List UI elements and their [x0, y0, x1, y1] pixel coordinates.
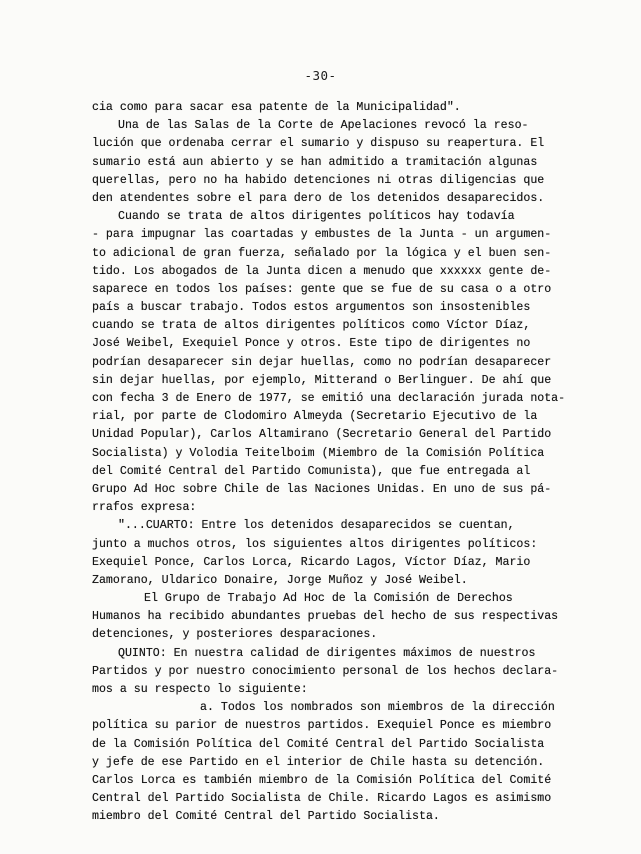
text-line: Zamorano, Uldarico Donaire, Jorge Muñoz y José Weibel. [92, 573, 468, 587]
text-line: Carlos Lorca es también miembro de la Comisión Política del Comité [92, 773, 552, 787]
text-line: Partidos y por nuestro conocimiento personal de los hechos declara- [92, 664, 559, 678]
text-line: a. Todos los nombrados son miembros de la dirección [200, 701, 555, 715]
text-line: rrafos expresa: [92, 501, 197, 515]
text-line: política su parior de nuestros partidos. Exequiel Ponce es miembro [92, 719, 552, 733]
text-line: Socialista) y Volodia Teitelboim (Miembro de la Comisión Política [92, 446, 545, 460]
text-line: mos a su respecto lo siguiente: [92, 683, 308, 696]
text-line: - para impugnar las coartadas y embustes de la Junta - un argumen- [92, 228, 552, 242]
text-line: sumario está aun abierto y se han admitido a tramitación algunas [92, 155, 538, 169]
text-line: lución que ordenaba cerrar el sumario y dispuso su reapertura. El [92, 137, 545, 151]
text-line: José Weibel, Exequiel Ponce y otros. Este tipo de dirigentes no [92, 337, 531, 351]
text-line: den atendentes sobre el para dero de los detenidos desaparecidos. [92, 191, 545, 205]
text-line: El Grupo de Trabajo Ad Hoc de la Comisión de Derechos [144, 592, 513, 606]
text-line: del Comité Central del Partido Comunista), que fue entregada al [92, 464, 531, 478]
text-line: detenciones, y posteriores desparaciones. [92, 628, 378, 642]
page-number: -30- [304, 68, 337, 83]
text-line: cuando se trata de altos dirigentes políticos como Víctor Díaz, [92, 319, 531, 333]
text-line: cia como para sacar esa patente de la Municipalidad". [92, 101, 461, 114]
text-line: querellas, pero no ha habido detenciones ni otras diligencias que [92, 173, 545, 187]
text-line: Grupo Ad Hoc sobre Chile de las Naciones Unidas. En uno de sus pá- [92, 482, 552, 496]
text-line: sin dejar huellas, por ejemplo, Mitterand o Berlinguer. De ahí que [92, 373, 552, 387]
text-line: Cuando se trata de altos dirigentes políticos hay todavía [118, 210, 515, 224]
text-line: miembro del Comité Central del Partido Socialista. [92, 810, 440, 824]
text-line: y jefe de ese Partido en el interior de Chile hasta su detención. [92, 755, 545, 769]
text-line: de la Comisión Política del Comité Central del Partido Socialista [92, 737, 545, 751]
text-line: Unidad Popular), Carlos Altamirano (Secretario General del Partido [92, 428, 552, 442]
text-line: país a buscar trabajo. Todos estos argumentos son insostenibles [92, 301, 531, 315]
text-line: "...CUARTO: Entre los detenidos desaparecidos se cuentan, [118, 519, 515, 533]
text-line: QUINTO: En nuestra calidad de dirigentes máximos de nuestros [118, 646, 536, 660]
text-line: Una de las Salas de la Corte de Apelaciones revocó la reso- [118, 119, 529, 133]
text-line: to adicional de gran fuerza, señalado por la lógica y el buen sen- [92, 246, 552, 260]
text-line: Central del Partido Socialista de Chile. Ricardo Lagos es asimismo [92, 792, 552, 806]
text-line: podrían desaparecer sin dejar huellas, como no podrían desaparecer [92, 355, 552, 369]
body-text [92, 99, 572, 827]
text-line: Exequiel Ponce, Carlos Lorca, Ricardo Lagos, Víctor Díaz, Mario [92, 555, 531, 569]
text-line: rial, por parte de Clodomiro Almeyda (Secretario Ejecutivo de la [92, 410, 538, 424]
text-line: tido. Los abogados de la Junta dicen a menudo que xxxxxx gente de- [92, 264, 552, 278]
text-line: junto a muchos otros, los siguientes altos dirigentes políticos: [92, 537, 538, 551]
text-line: con fecha 3 de Enero de 1977, se emitió una declaración jurada nota- [92, 392, 566, 405]
text-line: saparece en todos los países: gente que se fue de su casa o a otro [92, 282, 552, 296]
text-line: Humanos ha recibido abundantes pruebas del hecho de sus respectivas [92, 610, 559, 624]
